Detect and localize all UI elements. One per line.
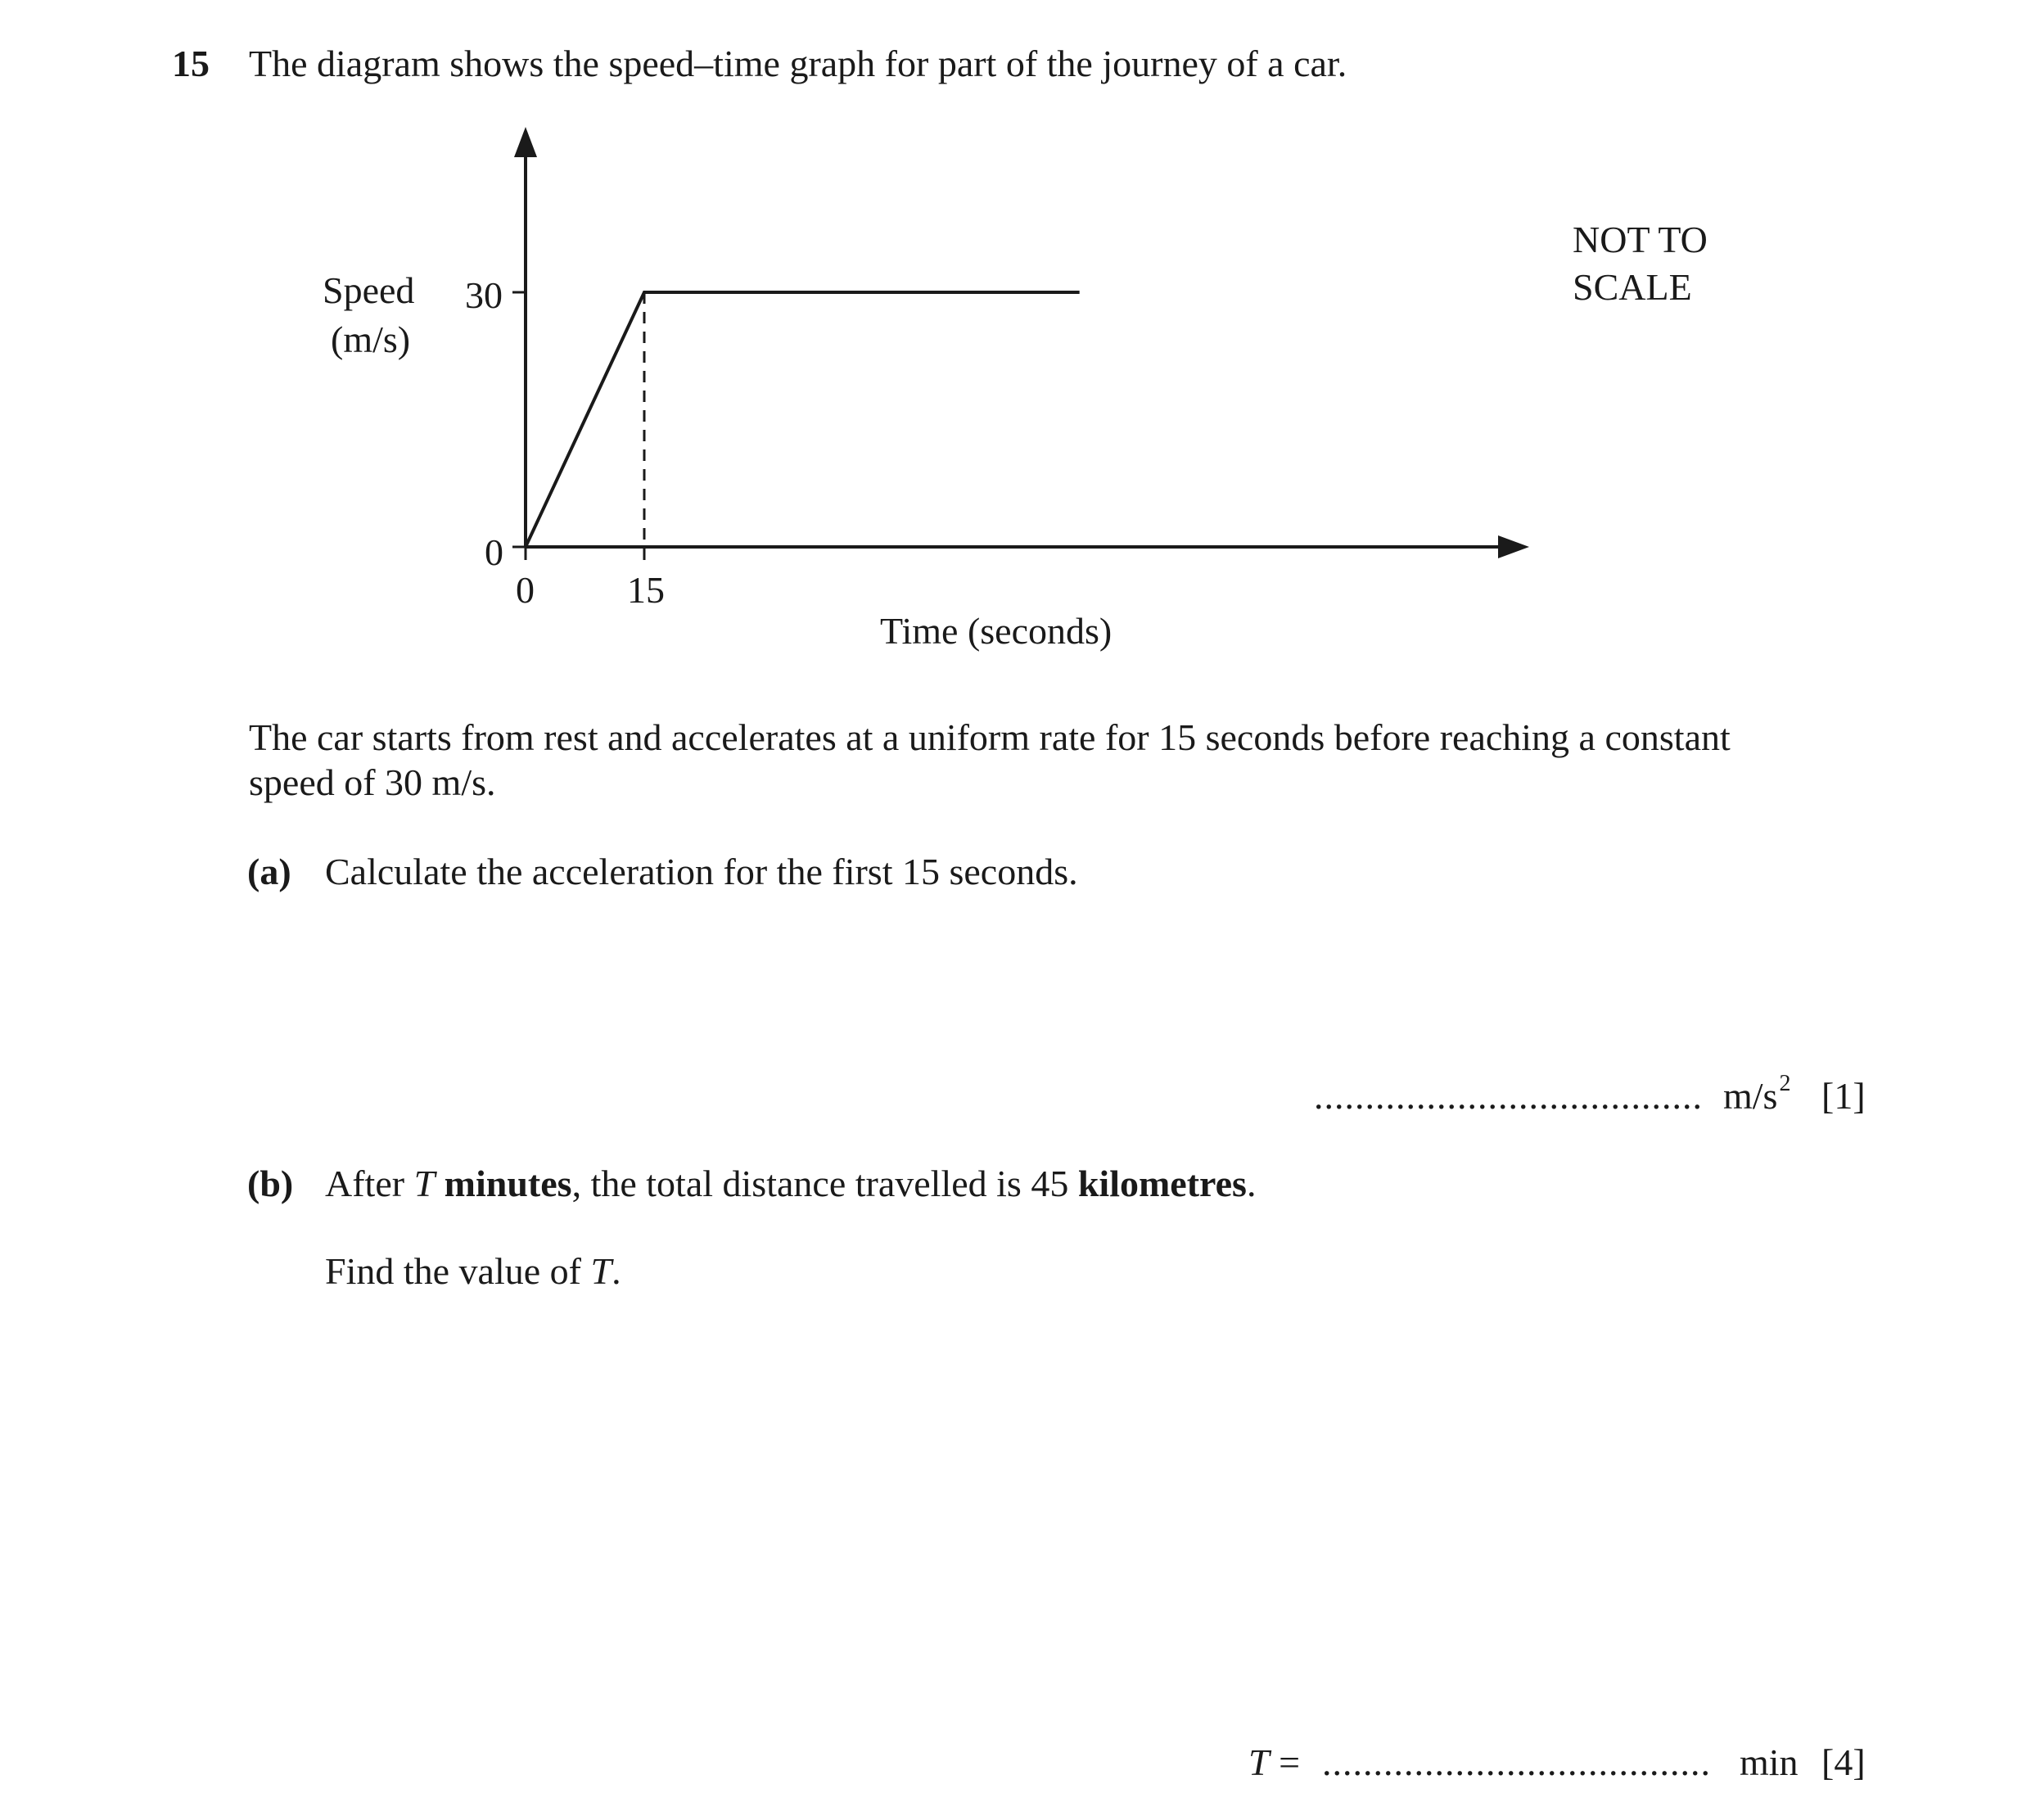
- y-tick-label-30: 30: [465, 274, 503, 316]
- part-b-instruction: Find the value of T.: [325, 1250, 621, 1292]
- part-a-marks: [1]: [1821, 1075, 1866, 1117]
- x-tick-label-15: 15: [627, 569, 665, 611]
- y-axis-label-line1: Speed: [323, 269, 415, 311]
- speed-time-graph: [0, 0, 2031, 671]
- part-b-answer-line[interactable]: ......................................: [1322, 1741, 1711, 1783]
- y-tick-label-0: 0: [485, 531, 503, 573]
- part-b-unit: min: [1740, 1741, 1799, 1783]
- context-line-2: speed of 30 m/s.: [249, 761, 496, 803]
- part-b-question: After T minutes, the total distance travelled is 45 kilometres.: [325, 1163, 1257, 1204]
- x-tick-label-0: 0: [516, 569, 535, 611]
- part-a-question: Calculate the acceleration for the first 15 seconds.: [325, 851, 1078, 892]
- part-a-label: (a): [247, 851, 291, 892]
- part-a-answer-line[interactable]: ......................................: [1314, 1075, 1703, 1117]
- scale-note-line2: SCALE: [1573, 266, 1692, 308]
- context-line-1: The car starts from rest and accelerates at a uniform rate for 15 seconds before reaching a constant: [249, 716, 1731, 758]
- x-axis-arrowhead: [1498, 535, 1529, 558]
- x-axis-label: Time (seconds): [880, 610, 1113, 652]
- part-a-unit: $m/s^2$: [1723, 1071, 1791, 1117]
- scale-note-line1: NOT TO: [1573, 219, 1708, 260]
- question-intro: The diagram shows the speed–time graph for part of the journey of a car.: [249, 43, 1347, 84]
- y-axis-arrowhead: [514, 127, 537, 157]
- question-number: 15: [172, 43, 210, 84]
- part-b-answer-variable: T =: [1248, 1741, 1301, 1783]
- speed-line: [526, 292, 1080, 547]
- part-b-marks: [4]: [1821, 1741, 1866, 1783]
- y-axis-label-line2: (m/s): [331, 318, 411, 360]
- part-b-label: (b): [247, 1163, 294, 1204]
